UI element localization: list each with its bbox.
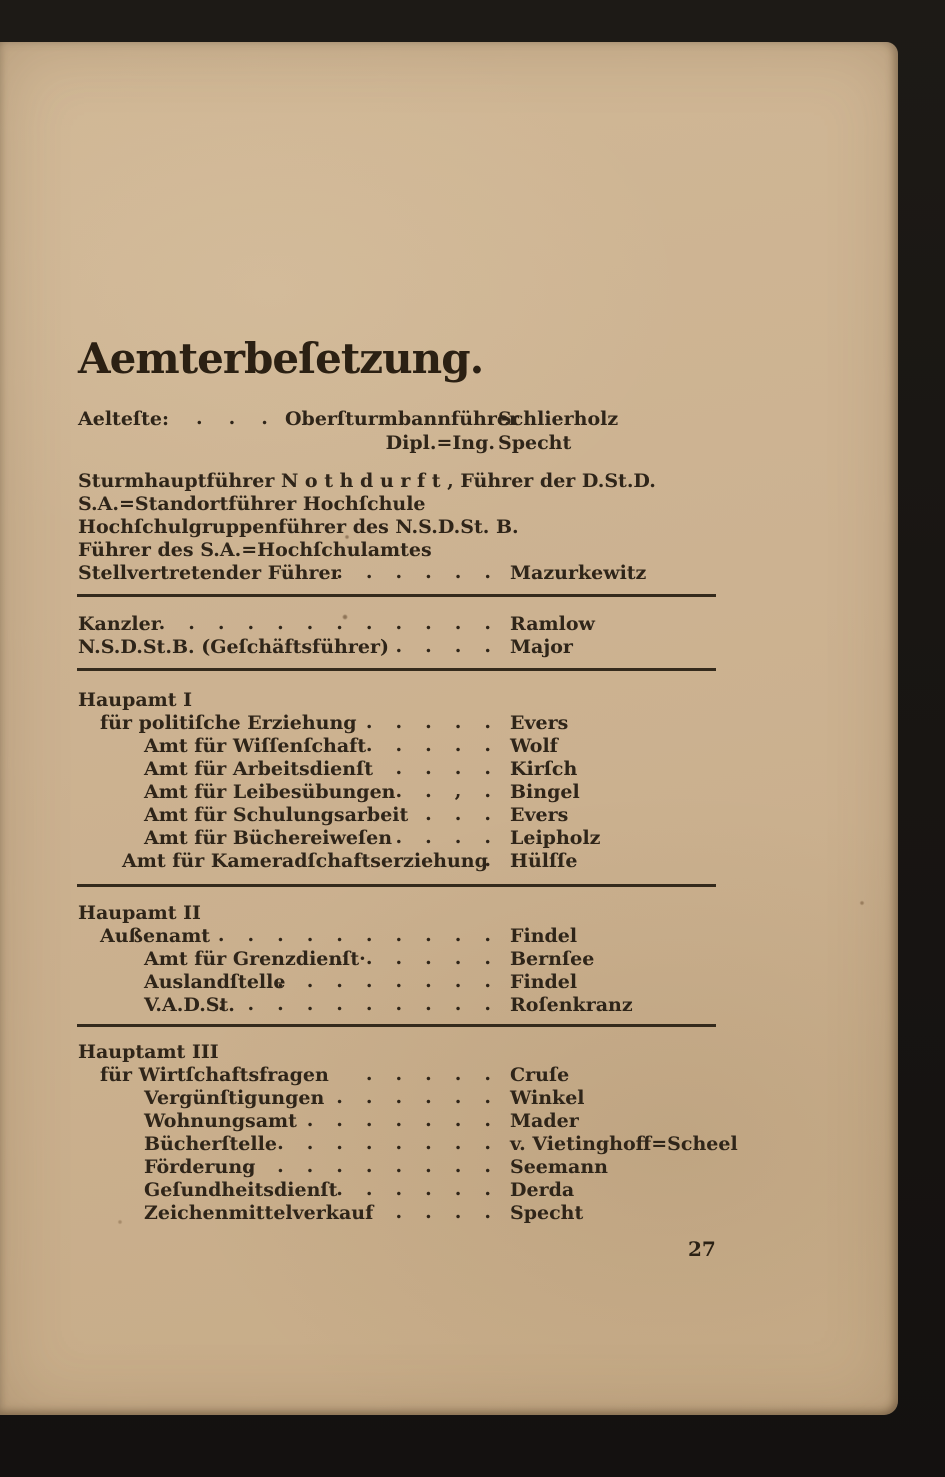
office-label: Bücherſtelle bbox=[144, 1133, 277, 1155]
leader-dots: .... bbox=[395, 635, 514, 657]
leadership-line: Sturmhauptführer N o t h d u r f t , Führer der D.St.D. bbox=[78, 470, 656, 492]
office-label: Amt für Arbeitsdienſt bbox=[144, 758, 374, 780]
holder-name: Wolf bbox=[510, 735, 558, 757]
holder-name: Findel bbox=[510, 971, 578, 993]
directory-row bbox=[78, 1132, 738, 1156]
eldest-rank: Dipl.=Ing. bbox=[385, 432, 495, 454]
office-label: für politiſche Erziehung bbox=[100, 712, 357, 734]
holder-name: Roſenkranz bbox=[510, 994, 633, 1016]
office-label: Außenamt bbox=[100, 925, 211, 947]
leader-dots: ......... bbox=[247, 1155, 514, 1177]
directory-row bbox=[78, 735, 718, 758]
leader-dots: ...... bbox=[336, 1086, 514, 1108]
scanned-page bbox=[0, 42, 898, 1415]
office-label: Amt für Schulungsarbeit bbox=[144, 804, 409, 826]
directory-row bbox=[78, 781, 718, 804]
holder-name: Cruſe bbox=[510, 1064, 570, 1086]
office-label: Wohnungsamt bbox=[144, 1110, 297, 1132]
directory-row bbox=[78, 850, 718, 873]
directory-row bbox=[78, 758, 718, 781]
office-label: Amt für Büchereiweſen bbox=[144, 827, 393, 849]
office-label: V.A.D.St. bbox=[144, 994, 235, 1016]
leader-dots: ....... bbox=[306, 1109, 514, 1131]
office-label: Kanzler bbox=[78, 613, 161, 635]
leader-dots: ..... bbox=[365, 734, 514, 756]
leader-dots: . bbox=[484, 849, 514, 871]
holder-name: Seemann bbox=[510, 1156, 608, 1178]
deputy-label: Stellvertretender Führer bbox=[78, 562, 341, 584]
leader-dots: ........ bbox=[277, 970, 514, 992]
leader-dots: ..... bbox=[365, 1201, 514, 1223]
directory-row bbox=[78, 994, 718, 1017]
leader-dots: ............ bbox=[158, 612, 514, 634]
office-label: N.S.D.St.B. (Geſchäftsführer) bbox=[78, 636, 389, 658]
leader-dots: ...... bbox=[336, 1178, 514, 1200]
directory-row bbox=[78, 1202, 718, 1225]
holder-name: Ramlow bbox=[510, 613, 595, 635]
holder-name: Derda bbox=[510, 1179, 575, 1201]
leader-dots: ...... bbox=[336, 711, 514, 733]
holder-name: Leipholz bbox=[510, 827, 601, 849]
page-number: 27 bbox=[688, 1237, 716, 1261]
directory-row bbox=[78, 827, 718, 850]
holder-name: Evers bbox=[510, 712, 569, 734]
office-label: Amt für Kameradſchaftserziehung bbox=[122, 850, 488, 872]
directory-row bbox=[78, 948, 718, 971]
page-title: Aemterbeſetzung. bbox=[78, 334, 484, 383]
leader-dots: ... bbox=[196, 407, 294, 429]
directory-row bbox=[78, 636, 718, 659]
office-label: Geſundheitsdienſt bbox=[144, 1179, 338, 1201]
office-label: Amt für Grenzdienſt· bbox=[144, 948, 366, 970]
directory-row bbox=[78, 1064, 718, 1087]
leadership-line: Führer des S.A.=Hochſchulamtes bbox=[78, 539, 432, 561]
directory-row bbox=[78, 925, 718, 948]
holder-name: Evers bbox=[510, 804, 569, 826]
eldest-label: Aelteſte: bbox=[78, 408, 169, 430]
office-label: Förderung bbox=[144, 1156, 256, 1178]
directory-row bbox=[78, 804, 718, 827]
holder-name: v. Vietinghoff=Scheel bbox=[510, 1133, 738, 1155]
leader-dots: .... bbox=[395, 757, 514, 779]
office-label: Vergünſtigungen bbox=[144, 1087, 325, 1109]
leader-dots: .... bbox=[395, 826, 514, 848]
section-heading: Haupamt I bbox=[78, 689, 193, 711]
holder-name: Bingel bbox=[510, 781, 580, 803]
eldest-name: Schlierholz bbox=[498, 408, 619, 430]
directory-row bbox=[78, 613, 718, 636]
eldest-rank: Oberſturmbannführer bbox=[285, 408, 519, 430]
leadership-line: S.A.=Standortführer Hochſchule bbox=[78, 493, 426, 515]
holder-name: Kirſch bbox=[510, 758, 578, 780]
leader-dots: ..,. bbox=[395, 780, 514, 802]
office-label: für Wirtſchaftsfragen bbox=[100, 1064, 329, 1086]
section-heading: Haupamt II bbox=[78, 902, 201, 924]
leader-dots: ........ bbox=[277, 1132, 514, 1154]
holder-name: Specht bbox=[510, 1202, 584, 1224]
leader-dots: ...... bbox=[336, 561, 514, 583]
holder-name: Winkel bbox=[510, 1087, 585, 1109]
leader-dots: .......... bbox=[217, 924, 514, 946]
office-label: Amt für Leibesübungen bbox=[144, 781, 396, 803]
holder-name: Major bbox=[510, 636, 573, 658]
directory-row bbox=[78, 1156, 718, 1179]
directory-row bbox=[78, 1179, 718, 1202]
eldest-name: Specht bbox=[498, 432, 572, 454]
directory-row bbox=[78, 1087, 718, 1110]
office-label: Auslandſtelle bbox=[144, 971, 286, 993]
holder-name: Bernſee bbox=[510, 948, 595, 970]
deputy-name: Mazurkewitz bbox=[510, 562, 647, 584]
leader-dots: ..... bbox=[365, 1063, 514, 1085]
directory-row bbox=[78, 1110, 718, 1133]
leader-dots: ...... bbox=[336, 947, 514, 969]
office-label: Amt für Wiſſenſchaft bbox=[144, 735, 367, 757]
leader-dots: .......... bbox=[217, 993, 514, 1015]
holder-name: Mader bbox=[510, 1110, 579, 1132]
directory-row bbox=[78, 712, 718, 735]
leadership-line: Hochſchulgruppenführer des N.S.D.St. B. bbox=[78, 516, 519, 538]
holder-name: Findel bbox=[510, 925, 578, 947]
office-label: Zeichenmittelverkauf bbox=[144, 1202, 374, 1224]
holder-name: Hülſſe bbox=[510, 850, 578, 872]
sections-root bbox=[78, 42, 738, 1415]
directory-row bbox=[78, 971, 718, 994]
section-heading: Hauptamt III bbox=[78, 1041, 219, 1063]
leader-dots: ... bbox=[425, 803, 514, 825]
